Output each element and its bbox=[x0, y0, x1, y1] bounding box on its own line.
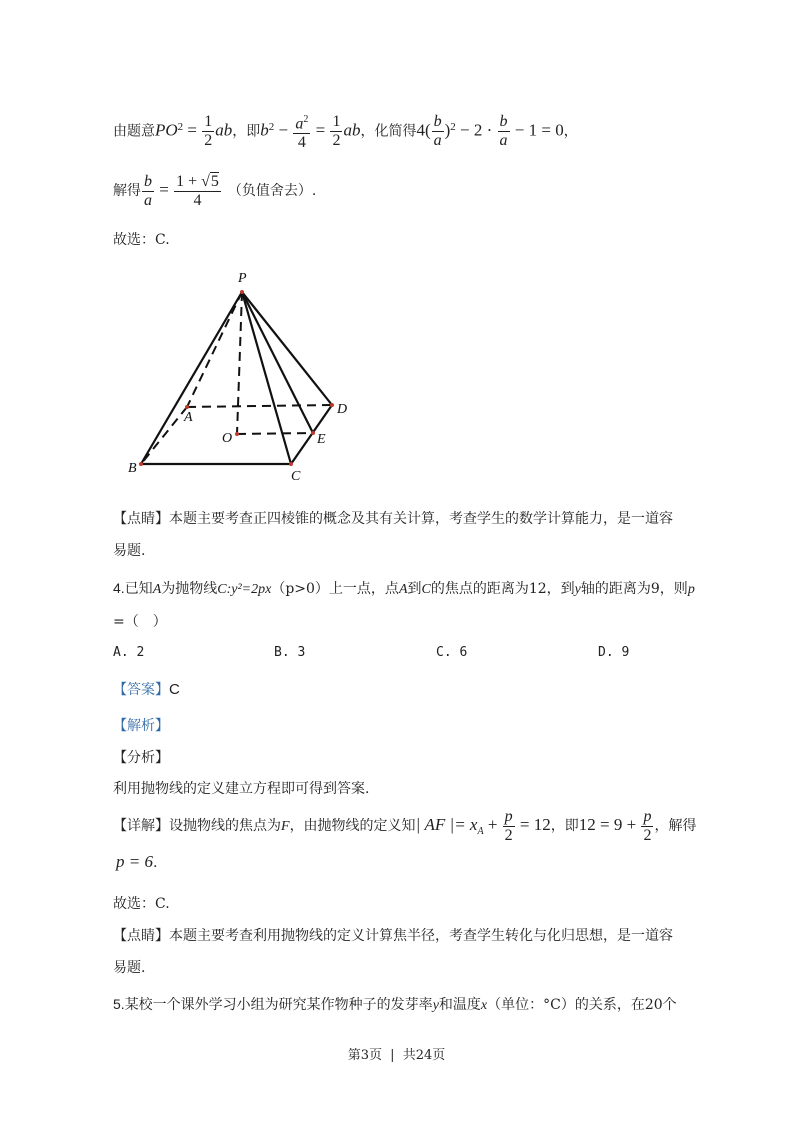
text-end: ， bbox=[563, 123, 578, 140]
frac-b-a bbox=[432, 113, 444, 150]
comment2-line2: 易题. bbox=[113, 960, 146, 976]
text-prefix: 由题意 bbox=[113, 123, 155, 140]
option-value: 2 bbox=[136, 645, 145, 660]
detail-result bbox=[116, 852, 157, 872]
option-b bbox=[274, 645, 305, 660]
vertex-O bbox=[235, 432, 239, 436]
vertex-P bbox=[240, 290, 244, 294]
math-plus: + bbox=[483, 815, 502, 834]
math-sup: 2 bbox=[177, 121, 184, 133]
fenxi-tag: 【分析】 bbox=[113, 750, 169, 766]
label-C: C bbox=[291, 469, 301, 484]
option-a bbox=[113, 645, 144, 660]
frac-den: 2 bbox=[332, 132, 341, 150]
frac-den: 4 bbox=[193, 191, 202, 209]
frac-den: 2 bbox=[643, 826, 652, 844]
frac-a2-4 bbox=[293, 111, 310, 152]
option-value: 9 bbox=[621, 645, 630, 660]
vertex-E bbox=[311, 431, 315, 435]
label-E: E bbox=[317, 432, 326, 447]
stem-text: 轴的距离为9，则 bbox=[580, 581, 688, 597]
solution-line-1 bbox=[113, 110, 578, 152]
detail-text: ，解得 bbox=[654, 818, 697, 834]
math-eq: = bbox=[155, 180, 174, 199]
vertex-B bbox=[139, 462, 143, 466]
vertex-A bbox=[185, 405, 189, 409]
math-minus: − 2 · bbox=[455, 120, 497, 140]
label-P: P bbox=[238, 271, 247, 286]
label-D: D bbox=[337, 402, 348, 417]
frac-result bbox=[174, 173, 221, 210]
comment1-line1: 【点睛】本题主要考查正四棱锥的概念及其有关计算，考查学生的数学计算能力，是一道容 bbox=[113, 511, 673, 527]
math-p: p bbox=[687, 582, 695, 597]
math-po: PO bbox=[155, 120, 178, 140]
label-O: O bbox=[222, 431, 233, 446]
math-eq12: = 12 bbox=[515, 815, 551, 834]
edge-PA bbox=[187, 292, 242, 407]
option-label: B. bbox=[274, 645, 290, 660]
vertex-D bbox=[330, 403, 334, 407]
stem-text: （单位：°C）的关系，在20个 bbox=[487, 997, 677, 1013]
frac-num: b bbox=[144, 172, 152, 190]
math-F: F bbox=[281, 819, 290, 834]
math-coef: 4( bbox=[416, 120, 431, 140]
answer-row bbox=[113, 679, 180, 699]
option-label: D. bbox=[598, 645, 614, 660]
math-b: b bbox=[260, 120, 269, 140]
stem-text: 到 bbox=[407, 581, 422, 597]
stem-text: 上一点，点 bbox=[328, 581, 399, 597]
comment2-line1: 【点睛】本题主要考查利用抛物线的定义计算焦半径，考查学生转化与化归思想，是一道容 bbox=[113, 928, 673, 944]
edge-PC bbox=[242, 292, 291, 464]
math-sub: A bbox=[477, 825, 484, 837]
math-condition: （p>0） bbox=[271, 581, 329, 597]
fenxi-text: 利用抛物线的定义建立方程即可得到答案. bbox=[113, 781, 370, 797]
stem-text: 已知 bbox=[124, 581, 153, 597]
stem-text: 和温度 bbox=[438, 997, 481, 1013]
math-C: C bbox=[421, 582, 431, 597]
math-result: p = 6 bbox=[116, 852, 153, 871]
edge-PE bbox=[242, 292, 313, 433]
frac-p-2 bbox=[503, 808, 515, 845]
sqrt-radicand: 5 bbox=[210, 172, 219, 190]
math-A: A bbox=[152, 582, 162, 597]
detail-choose: 故选：C. bbox=[113, 896, 170, 912]
text-suffix: （负值舍去）. bbox=[227, 183, 317, 199]
answer-line: 故选：C. bbox=[113, 232, 170, 248]
stem-text: 为抛物线 bbox=[161, 581, 218, 597]
math-num: 1 + bbox=[176, 172, 202, 190]
question-4-stem bbox=[113, 578, 695, 598]
frac-den: a bbox=[144, 191, 152, 209]
page-total: 共24页 bbox=[402, 1048, 446, 1063]
math-y: y bbox=[432, 998, 439, 1013]
frac-num bbox=[293, 111, 310, 134]
text-sep: ，化简得 bbox=[360, 123, 417, 140]
math-sup: 2 bbox=[303, 114, 309, 125]
math-eq: = x bbox=[454, 815, 478, 834]
frac-num: b bbox=[499, 113, 508, 131]
math-equation: :y²=2px bbox=[226, 582, 272, 597]
detail-text: 设抛物线的焦点为 bbox=[169, 818, 281, 834]
option-d bbox=[598, 645, 629, 660]
detail-tag: 【详解】 bbox=[113, 818, 169, 834]
option-value: 6 bbox=[459, 645, 468, 660]
math-tail: − 1 = 0 bbox=[510, 120, 564, 140]
frac-num: 1 bbox=[204, 113, 213, 131]
edge-OE bbox=[237, 433, 313, 434]
frac-den: a bbox=[433, 132, 442, 150]
frac-b-a-2 bbox=[498, 113, 510, 150]
math-x: x bbox=[480, 998, 488, 1013]
question-5-stem bbox=[113, 994, 677, 1014]
frac-num: p bbox=[643, 807, 652, 825]
math-A: A bbox=[398, 582, 408, 597]
vertex-C bbox=[289, 462, 293, 466]
detail-text: ，由抛物线的定义知 bbox=[289, 818, 416, 834]
option-label: C. bbox=[436, 645, 452, 660]
math-paren: ) bbox=[444, 120, 451, 140]
footer-separator: | bbox=[390, 1048, 395, 1063]
edge-AB bbox=[141, 407, 187, 464]
math-minus: − bbox=[274, 120, 293, 140]
frac-b-a bbox=[142, 173, 154, 210]
answer-value: C bbox=[169, 681, 180, 698]
edge-CD bbox=[291, 405, 332, 464]
frac-num: p bbox=[504, 807, 513, 825]
edge-PO bbox=[237, 292, 242, 434]
solution-line-2 bbox=[113, 172, 316, 210]
option-value: 3 bbox=[297, 645, 306, 660]
math-sup: 2 bbox=[450, 121, 456, 133]
option-c bbox=[436, 645, 467, 660]
page-number: 第3页 bbox=[347, 1048, 383, 1063]
detail-text: ，即 bbox=[550, 818, 579, 834]
stem-text: 某校一个课外学习小组为研究某作物种子的发芽率 bbox=[124, 997, 433, 1013]
analysis-tag: 【解析】 bbox=[113, 718, 169, 734]
edge-PD bbox=[242, 292, 332, 405]
text-sep: ，即 bbox=[232, 123, 261, 140]
edge-AD bbox=[187, 405, 332, 407]
frac-den: 2 bbox=[504, 826, 513, 844]
frac-p-2b bbox=[641, 808, 653, 845]
pyramid-figure bbox=[120, 268, 360, 488]
math-y: y bbox=[574, 582, 581, 597]
comment1-line2: 易题. bbox=[113, 543, 146, 559]
math-eq2: 12 = 9 + bbox=[578, 815, 641, 834]
math-ab: ab bbox=[215, 120, 233, 140]
math-eq: = bbox=[311, 120, 330, 140]
label-B: B bbox=[128, 461, 137, 476]
frac-den: a bbox=[499, 132, 508, 150]
frac-den: 4 bbox=[297, 134, 306, 152]
math-a: a bbox=[295, 115, 304, 133]
math-ab: ab bbox=[343, 120, 361, 140]
frac-num bbox=[174, 173, 221, 192]
math-abs: | AF | bbox=[415, 815, 455, 834]
frac-half bbox=[202, 113, 214, 150]
question-number: 4. bbox=[113, 580, 125, 596]
math-eq: = bbox=[183, 120, 202, 140]
frac-den: 2 bbox=[204, 132, 213, 150]
sqrt-symbol: √ bbox=[201, 172, 210, 190]
math-C: C bbox=[217, 582, 227, 597]
frac-num: b bbox=[433, 113, 442, 131]
frac-half-2 bbox=[330, 113, 342, 150]
text-prefix: 解得 bbox=[113, 183, 141, 199]
detail-line bbox=[113, 806, 696, 851]
question-4-line2: =（ ） bbox=[113, 614, 167, 630]
answer-tag: 【答案】 bbox=[113, 682, 169, 698]
option-label: A. bbox=[113, 645, 129, 660]
frac-num: 1 bbox=[332, 113, 341, 131]
question-number: 5. bbox=[113, 996, 125, 1012]
stem-text: 的焦点的距离为12，到 bbox=[430, 581, 575, 597]
text-end: . bbox=[152, 855, 158, 871]
page-footer bbox=[0, 1044, 793, 1063]
label-A: A bbox=[184, 410, 193, 425]
math-sup: 2 bbox=[268, 121, 275, 133]
